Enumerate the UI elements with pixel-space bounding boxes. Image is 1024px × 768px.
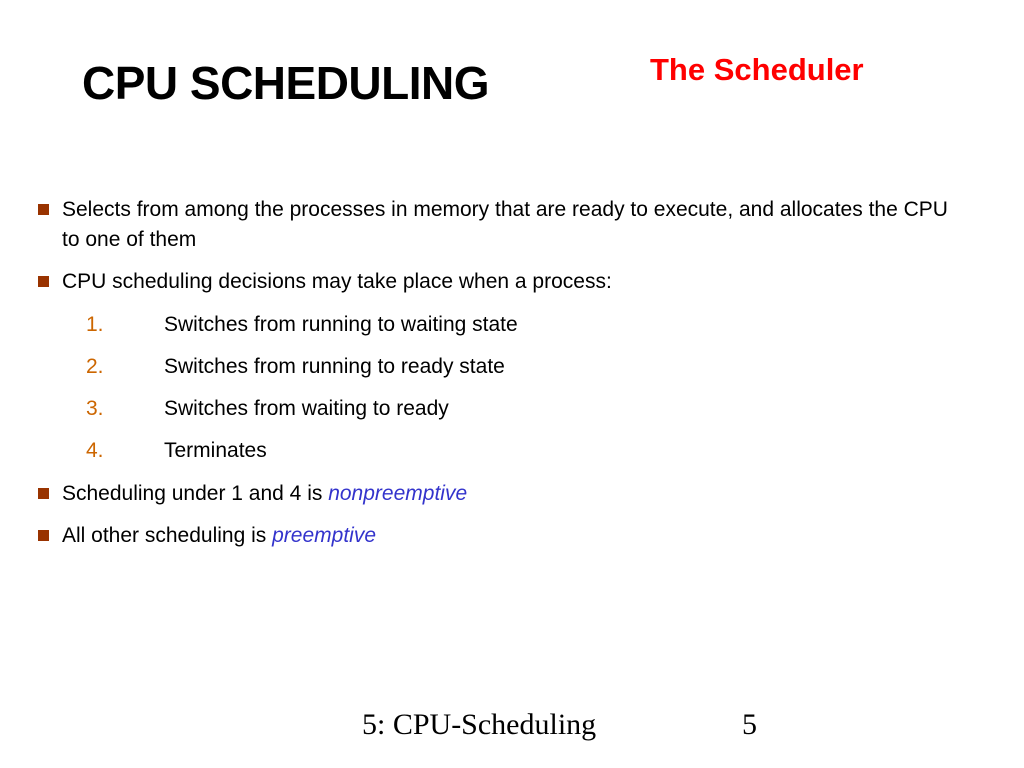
numbered-item-2-text: Switches from running to ready state [164,355,505,378]
slide-title: CPU SCHEDULING [82,57,490,109]
bullet-item-4-text: All other scheduling is [62,524,273,547]
preemptive-term: preemptive [272,524,377,547]
bullet-item-2: CPU scheduling decisions may take place when a process: [62,267,962,297]
footer-label: 5: CPU-Scheduling [362,708,597,741]
numbered-item-1-number: 1. [86,313,104,336]
numbered-item-3-text: Switches from waiting to ready [164,397,449,420]
numbered-item-3-number: 3. [86,397,104,420]
page-number: 5 [742,708,757,741]
bullet-item-1: Selects from among the processes in memory that are ready to execute, and allocates the CPU to one of them [62,195,962,255]
numbered-item-4-text: Terminates [164,439,267,462]
numbered-item-4-number: 4. [86,439,104,462]
bullet-item-4 [62,521,962,551]
nonpreemptive-term: nonpreemptive [328,482,468,505]
bullet-item-3 [62,479,962,509]
bullet-item-3-text: Scheduling under 1 and 4 is [62,482,329,505]
slide-subtitle: The Scheduler [650,52,864,87]
numbered-item-1-text: Switches from running to waiting state [164,313,518,336]
numbered-item-2-number: 2. [86,355,104,378]
